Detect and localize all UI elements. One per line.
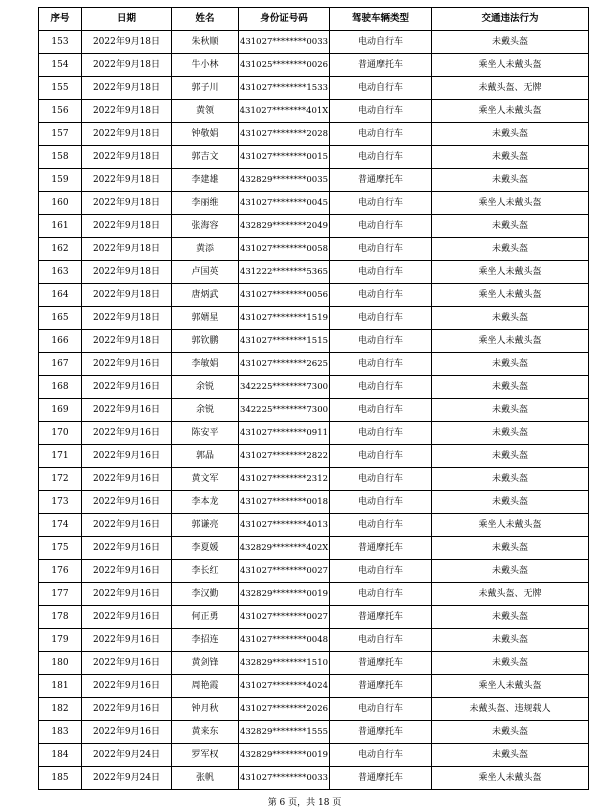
serial-cell: 169 <box>39 399 82 422</box>
violation-cell: 乘坐人未戴头盔 <box>432 261 589 284</box>
violation-cell: 未戴头盔 <box>432 744 589 767</box>
serial-cell: 165 <box>39 307 82 330</box>
id-number-cell: 432829********1555 <box>239 721 330 744</box>
vehicle-type-cell: 电动自行车 <box>330 261 432 284</box>
date-cell: 2022年9月16日 <box>82 445 172 468</box>
id-number-cell: 432829********2049 <box>239 215 330 238</box>
id-number-cell: 431027********1519 <box>239 307 330 330</box>
id-number-cell: 431027********0027 <box>239 560 330 583</box>
id-number-cell: 431027********4024 <box>239 675 330 698</box>
id-number-cell: 431027********4013 <box>239 514 330 537</box>
serial-cell: 185 <box>39 767 82 790</box>
table-row <box>39 652 589 675</box>
violation-cell: 未戴头盔 <box>432 146 589 169</box>
id-number-cell: 342225********7300 <box>239 399 330 422</box>
serial-cell: 154 <box>39 54 82 77</box>
violations-table <box>38 7 589 790</box>
table-row <box>39 284 589 307</box>
vehicle-type-cell: 电动自行车 <box>330 307 432 330</box>
name-cell: 黄文军 <box>172 468 239 491</box>
table-row <box>39 675 589 698</box>
vehicle-type-cell: 普通摩托车 <box>330 675 432 698</box>
vehicle-type-cell: 电动自行车 <box>330 31 432 54</box>
vehicle-type-cell: 电动自行车 <box>330 376 432 399</box>
vehicle-type-cell: 电动自行车 <box>330 77 432 100</box>
serial-cell: 153 <box>39 31 82 54</box>
id-number-cell: 431027********0045 <box>239 192 330 215</box>
table-row <box>39 721 589 744</box>
date-cell: 2022年9月18日 <box>82 54 172 77</box>
table-row <box>39 238 589 261</box>
date-cell: 2022年9月16日 <box>82 491 172 514</box>
name-cell: 郭婿星 <box>172 307 239 330</box>
table-row <box>39 422 589 445</box>
serial-cell: 184 <box>39 744 82 767</box>
name-cell: 郭钦鹏 <box>172 330 239 353</box>
header-violation: 交通违法行为 <box>432 8 589 31</box>
vehicle-type-cell: 电动自行车 <box>330 744 432 767</box>
vehicle-type-cell: 电动自行车 <box>330 445 432 468</box>
id-number-cell: 432829********1510 <box>239 652 330 675</box>
violation-cell: 未戴头盔、违规载人 <box>432 698 589 721</box>
serial-cell: 177 <box>39 583 82 606</box>
date-cell: 2022年9月24日 <box>82 767 172 790</box>
violation-cell: 未戴头盔 <box>432 31 589 54</box>
name-cell: 郭谦亮 <box>172 514 239 537</box>
serial-cell: 168 <box>39 376 82 399</box>
vehicle-type-cell: 普通摩托车 <box>330 606 432 629</box>
id-number-cell: 432829********0019 <box>239 744 330 767</box>
id-number-cell: 431027********0911 <box>239 422 330 445</box>
date-cell: 2022年9月16日 <box>82 353 172 376</box>
id-number-cell: 431027********2312 <box>239 468 330 491</box>
name-cell: 张帆 <box>172 767 239 790</box>
id-number-cell: 431027********2028 <box>239 123 330 146</box>
vehicle-type-cell: 电动自行车 <box>330 215 432 238</box>
violation-cell: 未戴头盔 <box>432 445 589 468</box>
serial-cell: 173 <box>39 491 82 514</box>
violation-cell: 乘坐人未戴头盔 <box>432 284 589 307</box>
serial-cell: 183 <box>39 721 82 744</box>
id-number-cell: 432829********0035 <box>239 169 330 192</box>
table-row <box>39 31 589 54</box>
date-cell: 2022年9月18日 <box>82 31 172 54</box>
header-name: 姓名 <box>172 8 239 31</box>
serial-cell: 155 <box>39 77 82 100</box>
table-row <box>39 698 589 721</box>
vehicle-type-cell: 电动自行车 <box>330 514 432 537</box>
date-cell: 2022年9月18日 <box>82 192 172 215</box>
serial-cell: 162 <box>39 238 82 261</box>
date-cell: 2022年9月18日 <box>82 307 172 330</box>
date-cell: 2022年9月18日 <box>82 238 172 261</box>
date-cell: 2022年9月18日 <box>82 169 172 192</box>
serial-cell: 166 <box>39 330 82 353</box>
violation-cell: 未戴头盔 <box>432 422 589 445</box>
name-cell: 余锐 <box>172 399 239 422</box>
name-cell: 李长红 <box>172 560 239 583</box>
vehicle-type-cell: 电动自行车 <box>330 629 432 652</box>
violation-cell: 未戴头盔 <box>432 491 589 514</box>
name-cell: 黄领 <box>172 100 239 123</box>
table-row <box>39 215 589 238</box>
id-number-cell: 431025********0026 <box>239 54 330 77</box>
id-number-cell: 431027********0048 <box>239 629 330 652</box>
table-row <box>39 123 589 146</box>
violation-cell: 未戴头盔 <box>432 123 589 146</box>
id-number-cell: 431027********2026 <box>239 698 330 721</box>
table-row <box>39 77 589 100</box>
header-id-number: 身份证号码 <box>239 8 330 31</box>
table-row <box>39 514 589 537</box>
table-row <box>39 399 589 422</box>
violation-cell: 乘坐人未戴头盔 <box>432 54 589 77</box>
vehicle-type-cell: 普通摩托车 <box>330 537 432 560</box>
page-footer: 第 6 页，共 18 页 <box>267 798 342 808</box>
id-number-cell: 432829********0019 <box>239 583 330 606</box>
name-cell: 李招连 <box>172 629 239 652</box>
serial-cell: 160 <box>39 192 82 215</box>
name-cell: 李汉勤 <box>172 583 239 606</box>
vehicle-type-cell: 普通摩托车 <box>330 652 432 675</box>
serial-cell: 156 <box>39 100 82 123</box>
table-row <box>39 146 589 169</box>
date-cell: 2022年9月18日 <box>82 261 172 284</box>
vehicle-type-cell: 电动自行车 <box>330 698 432 721</box>
id-number-cell: 431027********1515 <box>239 330 330 353</box>
table-row <box>39 376 589 399</box>
id-number-cell: 431027********0033 <box>239 31 330 54</box>
vehicle-type-cell: 电动自行车 <box>330 100 432 123</box>
header-date: 日期 <box>82 8 172 31</box>
date-cell: 2022年9月16日 <box>82 422 172 445</box>
vehicle-type-cell: 电动自行车 <box>330 422 432 445</box>
vehicle-type-cell: 电动自行车 <box>330 146 432 169</box>
table-row <box>39 192 589 215</box>
header-vehicle-type: 驾驶车辆类型 <box>330 8 432 31</box>
name-cell: 李丽维 <box>172 192 239 215</box>
vehicle-type-cell: 普通摩托车 <box>330 169 432 192</box>
name-cell: 余锐 <box>172 376 239 399</box>
serial-cell: 158 <box>39 146 82 169</box>
violation-cell: 未戴头盔 <box>432 376 589 399</box>
date-cell: 2022年9月16日 <box>82 376 172 399</box>
date-cell: 2022年9月16日 <box>82 560 172 583</box>
name-cell: 李敏娟 <box>172 353 239 376</box>
table-row <box>39 468 589 491</box>
serial-cell: 171 <box>39 445 82 468</box>
serial-cell: 179 <box>39 629 82 652</box>
serial-cell: 163 <box>39 261 82 284</box>
date-cell: 2022年9月16日 <box>82 583 172 606</box>
serial-cell: 167 <box>39 353 82 376</box>
violation-cell: 未戴头盔 <box>432 606 589 629</box>
date-cell: 2022年9月16日 <box>82 468 172 491</box>
table-row <box>39 583 589 606</box>
date-cell: 2022年9月18日 <box>82 284 172 307</box>
violation-cell: 未戴头盔 <box>432 169 589 192</box>
table-row <box>39 261 589 284</box>
id-number-cell: 431027********0018 <box>239 491 330 514</box>
id-number-cell: 342225********7300 <box>239 376 330 399</box>
name-cell: 周艳霞 <box>172 675 239 698</box>
date-cell: 2022年9月16日 <box>82 629 172 652</box>
name-cell: 李夏媛 <box>172 537 239 560</box>
vehicle-type-cell: 电动自行车 <box>330 123 432 146</box>
name-cell: 朱秋顺 <box>172 31 239 54</box>
id-number-cell: 431027********0027 <box>239 606 330 629</box>
vehicle-type-cell: 电动自行车 <box>330 583 432 606</box>
vehicle-type-cell: 电动自行车 <box>330 399 432 422</box>
name-cell: 郭子川 <box>172 77 239 100</box>
name-cell: 钟敬娟 <box>172 123 239 146</box>
date-cell: 2022年9月16日 <box>82 514 172 537</box>
violation-cell: 未戴头盔 <box>432 721 589 744</box>
date-cell: 2022年9月18日 <box>82 77 172 100</box>
serial-cell: 174 <box>39 514 82 537</box>
violation-cell: 乘坐人未戴头盔 <box>432 514 589 537</box>
violation-cell: 乘坐人未戴头盔 <box>432 675 589 698</box>
table-row <box>39 560 589 583</box>
table-row <box>39 445 589 468</box>
vehicle-type-cell: 电动自行车 <box>330 284 432 307</box>
id-number-cell: 431027********1533 <box>239 77 330 100</box>
serial-cell: 159 <box>39 169 82 192</box>
table-row <box>39 353 589 376</box>
violation-cell: 未戴头盔 <box>432 652 589 675</box>
name-cell: 卢国英 <box>172 261 239 284</box>
name-cell: 罗军权 <box>172 744 239 767</box>
violation-cell: 未戴头盔 <box>432 215 589 238</box>
serial-cell: 176 <box>39 560 82 583</box>
vehicle-type-cell: 电动自行车 <box>330 192 432 215</box>
vehicle-type-cell: 普通摩托车 <box>330 721 432 744</box>
vehicle-type-cell: 普通摩托车 <box>330 767 432 790</box>
table-row <box>39 767 589 790</box>
name-cell: 李建雄 <box>172 169 239 192</box>
violation-cell: 未戴头盔 <box>432 560 589 583</box>
name-cell: 陈安平 <box>172 422 239 445</box>
name-cell: 黄添 <box>172 238 239 261</box>
date-cell: 2022年9月16日 <box>82 606 172 629</box>
name-cell: 李本龙 <box>172 491 239 514</box>
violation-cell: 乘坐人未戴头盔 <box>432 330 589 353</box>
date-cell: 2022年9月16日 <box>82 652 172 675</box>
violation-cell: 未戴头盔 <box>432 238 589 261</box>
vehicle-type-cell: 普通摩托车 <box>330 54 432 77</box>
table-row <box>39 491 589 514</box>
date-cell: 2022年9月16日 <box>82 537 172 560</box>
name-cell: 何正勇 <box>172 606 239 629</box>
id-number-cell: 432829********402X <box>239 537 330 560</box>
id-number-cell: 431027********0056 <box>239 284 330 307</box>
violation-cell: 未戴头盔 <box>432 399 589 422</box>
name-cell: 牛小林 <box>172 54 239 77</box>
id-number-cell: 431027********0015 <box>239 146 330 169</box>
serial-cell: 181 <box>39 675 82 698</box>
header-serial: 序号 <box>39 8 82 31</box>
table-row <box>39 100 589 123</box>
id-number-cell: 431027********2822 <box>239 445 330 468</box>
serial-cell: 170 <box>39 422 82 445</box>
id-number-cell: 431027********401X <box>239 100 330 123</box>
name-cell: 郭吉文 <box>172 146 239 169</box>
violation-cell: 未戴头盔 <box>432 307 589 330</box>
header-row <box>39 8 589 31</box>
vehicle-type-cell: 电动自行车 <box>330 560 432 583</box>
id-number-cell: 431027********2625 <box>239 353 330 376</box>
date-cell: 2022年9月16日 <box>82 399 172 422</box>
violation-cell: 未戴头盔 <box>432 629 589 652</box>
table-row <box>39 54 589 77</box>
date-cell: 2022年9月18日 <box>82 146 172 169</box>
name-cell: 钟月秋 <box>172 698 239 721</box>
date-cell: 2022年9月16日 <box>82 698 172 721</box>
violation-cell: 未戴头盔 <box>432 468 589 491</box>
violation-cell: 未戴头盔、无牌 <box>432 77 589 100</box>
violation-cell: 未戴头盔 <box>432 353 589 376</box>
table-row <box>39 537 589 560</box>
serial-cell: 180 <box>39 652 82 675</box>
serial-cell: 157 <box>39 123 82 146</box>
table-row <box>39 629 589 652</box>
table-row <box>39 330 589 353</box>
vehicle-type-cell: 电动自行车 <box>330 491 432 514</box>
name-cell: 黄剑锋 <box>172 652 239 675</box>
date-cell: 2022年9月18日 <box>82 123 172 146</box>
date-cell: 2022年9月18日 <box>82 100 172 123</box>
serial-cell: 175 <box>39 537 82 560</box>
date-cell: 2022年9月16日 <box>82 675 172 698</box>
date-cell: 2022年9月18日 <box>82 330 172 353</box>
serial-cell: 161 <box>39 215 82 238</box>
violation-cell: 乘坐人未戴头盔 <box>432 192 589 215</box>
date-cell: 2022年9月18日 <box>82 215 172 238</box>
name-cell: 郭晶 <box>172 445 239 468</box>
serial-cell: 178 <box>39 606 82 629</box>
table-row <box>39 744 589 767</box>
serial-cell: 172 <box>39 468 82 491</box>
violation-cell: 乘坐人未戴头盔 <box>432 100 589 123</box>
vehicle-type-cell: 电动自行车 <box>330 468 432 491</box>
serial-cell: 182 <box>39 698 82 721</box>
table-row <box>39 307 589 330</box>
violation-cell: 未戴头盔、无牌 <box>432 583 589 606</box>
name-cell: 黄来东 <box>172 721 239 744</box>
id-number-cell: 431027********0058 <box>239 238 330 261</box>
id-number-cell: 431222********5365 <box>239 261 330 284</box>
violation-cell: 未戴头盔 <box>432 537 589 560</box>
table-row <box>39 606 589 629</box>
table-row <box>39 169 589 192</box>
name-cell: 唐炳武 <box>172 284 239 307</box>
name-cell: 张海容 <box>172 215 239 238</box>
date-cell: 2022年9月24日 <box>82 744 172 767</box>
violation-cell: 乘坐人未戴头盔 <box>432 767 589 790</box>
vehicle-type-cell: 电动自行车 <box>330 330 432 353</box>
vehicle-type-cell: 电动自行车 <box>330 238 432 261</box>
id-number-cell: 431027********0033 <box>239 767 330 790</box>
vehicle-type-cell: 电动自行车 <box>330 353 432 376</box>
serial-cell: 164 <box>39 284 82 307</box>
date-cell: 2022年9月16日 <box>82 721 172 744</box>
